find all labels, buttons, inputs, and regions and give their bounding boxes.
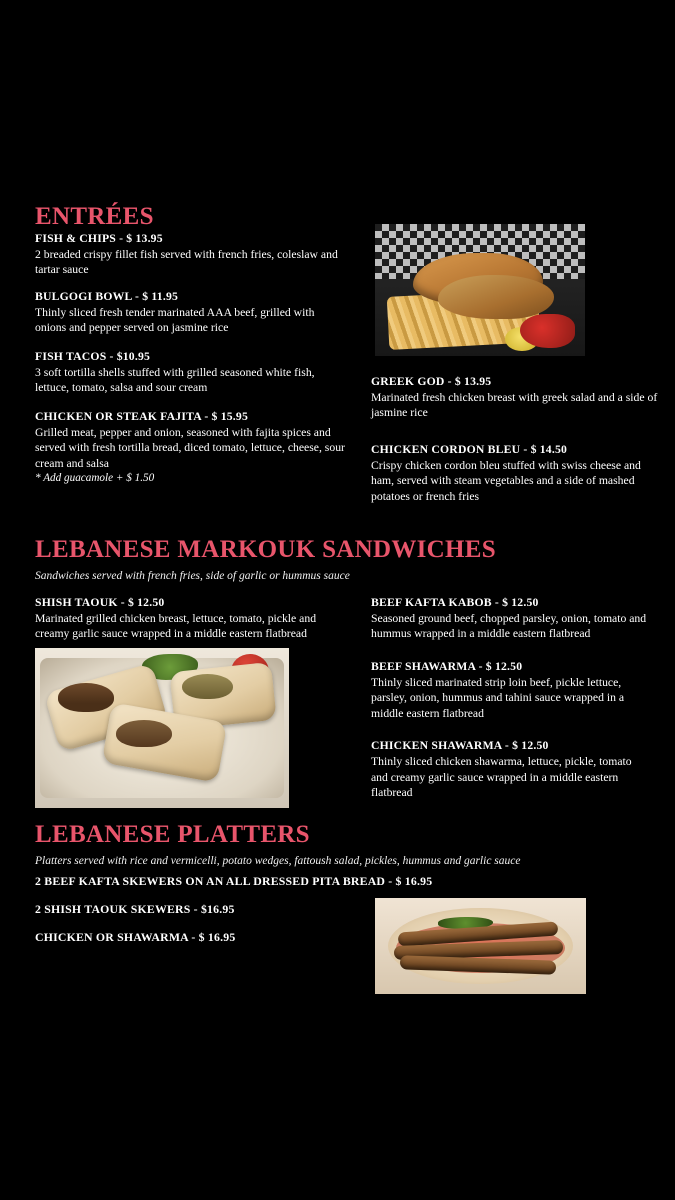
menu-item-name: BEEF KAFTA KABOB - $ 12.50 (371, 596, 539, 609)
section-title-platters: LEBANESE PLATTERS (35, 821, 310, 848)
menu-item (371, 443, 661, 504)
menu-item-description: Thinly sliced fresh tender marinated AAA beef, grilled with onions and pepper served on jasmine rice (35, 305, 315, 335)
menu-item (371, 596, 651, 642)
menu-item (35, 232, 345, 278)
menu-item (35, 290, 345, 336)
menu-item-description: Grilled meat, pepper and onion, seasoned with fajita spices and served with fresh tortilla bread, diced tomato, lettuce, cheese, sour cream and salsa (35, 425, 345, 470)
menu-item-name: GREEK GOD - $ 13.95 (371, 375, 492, 388)
menu-item-name: BULGOGI BOWL - $ 11.95 (35, 289, 179, 303)
entrees-left-column (35, 232, 345, 496)
fish-and-chips-photo (375, 224, 585, 356)
ketchup-cup (520, 314, 575, 348)
menu-item-description: Crispy chicken cordon bleu stuffed with swiss cheese and ham, served with steam vegetables and a side of mashed potatoes or french fries (371, 458, 641, 503)
wrap-filling (58, 683, 114, 712)
menu-item (35, 596, 350, 642)
section-title-sandwiches: LEBANESE MARKOUK SANDWICHES (35, 536, 496, 563)
menu-item (371, 375, 661, 421)
menu-item-description: Thinly sliced chicken shawarma, lettuce, pickle, tomato and creamy garlic sauce wrapped in a middle eastern flatbread (371, 755, 632, 800)
menu-item-name: FISH TACOS - $10.95 (35, 349, 151, 363)
menu-item-description: 2 breaded crispy fillet fish served with french fries, coleslaw and tartar sauce (35, 248, 338, 277)
menu-item (35, 350, 345, 396)
shawarma-wraps-photo (35, 648, 289, 808)
menu-item (371, 660, 651, 721)
section-subtitle-sandwiches: Sandwiches served with french fries, side of garlic or hummus sauce (35, 570, 350, 582)
section-subtitle-platters: Platters served with rice and vermicelli, potato wedges, fattoush salad, pickles, hummus and garlic sauce (35, 855, 521, 867)
fish-fillet-bottom (438, 275, 554, 319)
menu-item (371, 739, 651, 800)
wrap-filling (116, 720, 172, 747)
entrees-right-column (371, 375, 661, 516)
kafta-platter-photo (375, 898, 586, 994)
menu-item-name: CHICKEN SHAWARMA - $ 12.50 (371, 739, 549, 753)
menu-item-name: 2 BEEF KAFTA SKEWERS ON AN ALL DRESSED PITA BREAD - $ 16.95 (35, 874, 433, 888)
menu-item-note: * Add guacamole + $ 1.50 (35, 471, 155, 484)
menu-item-description: Marinated fresh chicken breast with greek salad and a side of jasmine rice (371, 391, 658, 420)
menu-item-name: FISH & CHIPS - $ 13.95 (35, 232, 163, 245)
menu-item-description: 3 soft tortilla shells stuffed with grilled seasoned white fish, lettuce, tomato, salsa and sour cream (35, 365, 315, 395)
menu-item-name: 2 SHISH TAOUK SKEWERS - $16.95 (35, 902, 235, 916)
wrap-filling (182, 674, 233, 700)
menu-item (35, 410, 345, 484)
menu-item-name: BEEF SHAWARMA - $ 12.50 (371, 659, 523, 673)
menu-item-name: CHICKEN OR SHAWARMA - $ 16.95 (35, 930, 236, 944)
menu-item-description: Marinated grilled chicken breast, lettuce, tomato, pickle and creamy garlic sauce wrapped in a middle eastern flatbread (35, 612, 317, 641)
menu-item-name: CHICKEN OR STEAK FAJITA - $ 15.95 (35, 409, 248, 423)
menu-item-description: Thinly sliced marinated strip loin beef, pickle lettuce, parsley, onion, hummus and tahini sauce wrapped in a middle eastern flatbread (371, 675, 625, 720)
menu-item-name: CHICKEN CORDON BLEU - $ 14.50 (371, 442, 568, 456)
section-title-entrees: ENTRÉES (35, 203, 154, 230)
menu-item-name: SHISH TAOUK - $ 12.50 (35, 596, 165, 609)
sandwiches-right-column (371, 596, 651, 813)
menu-item-description: Seasoned ground beef, chopped parsley, onion, tomato and hummus wrapped in a middle eastern flatbread (371, 612, 647, 641)
sandwiches-left-column (35, 596, 350, 654)
